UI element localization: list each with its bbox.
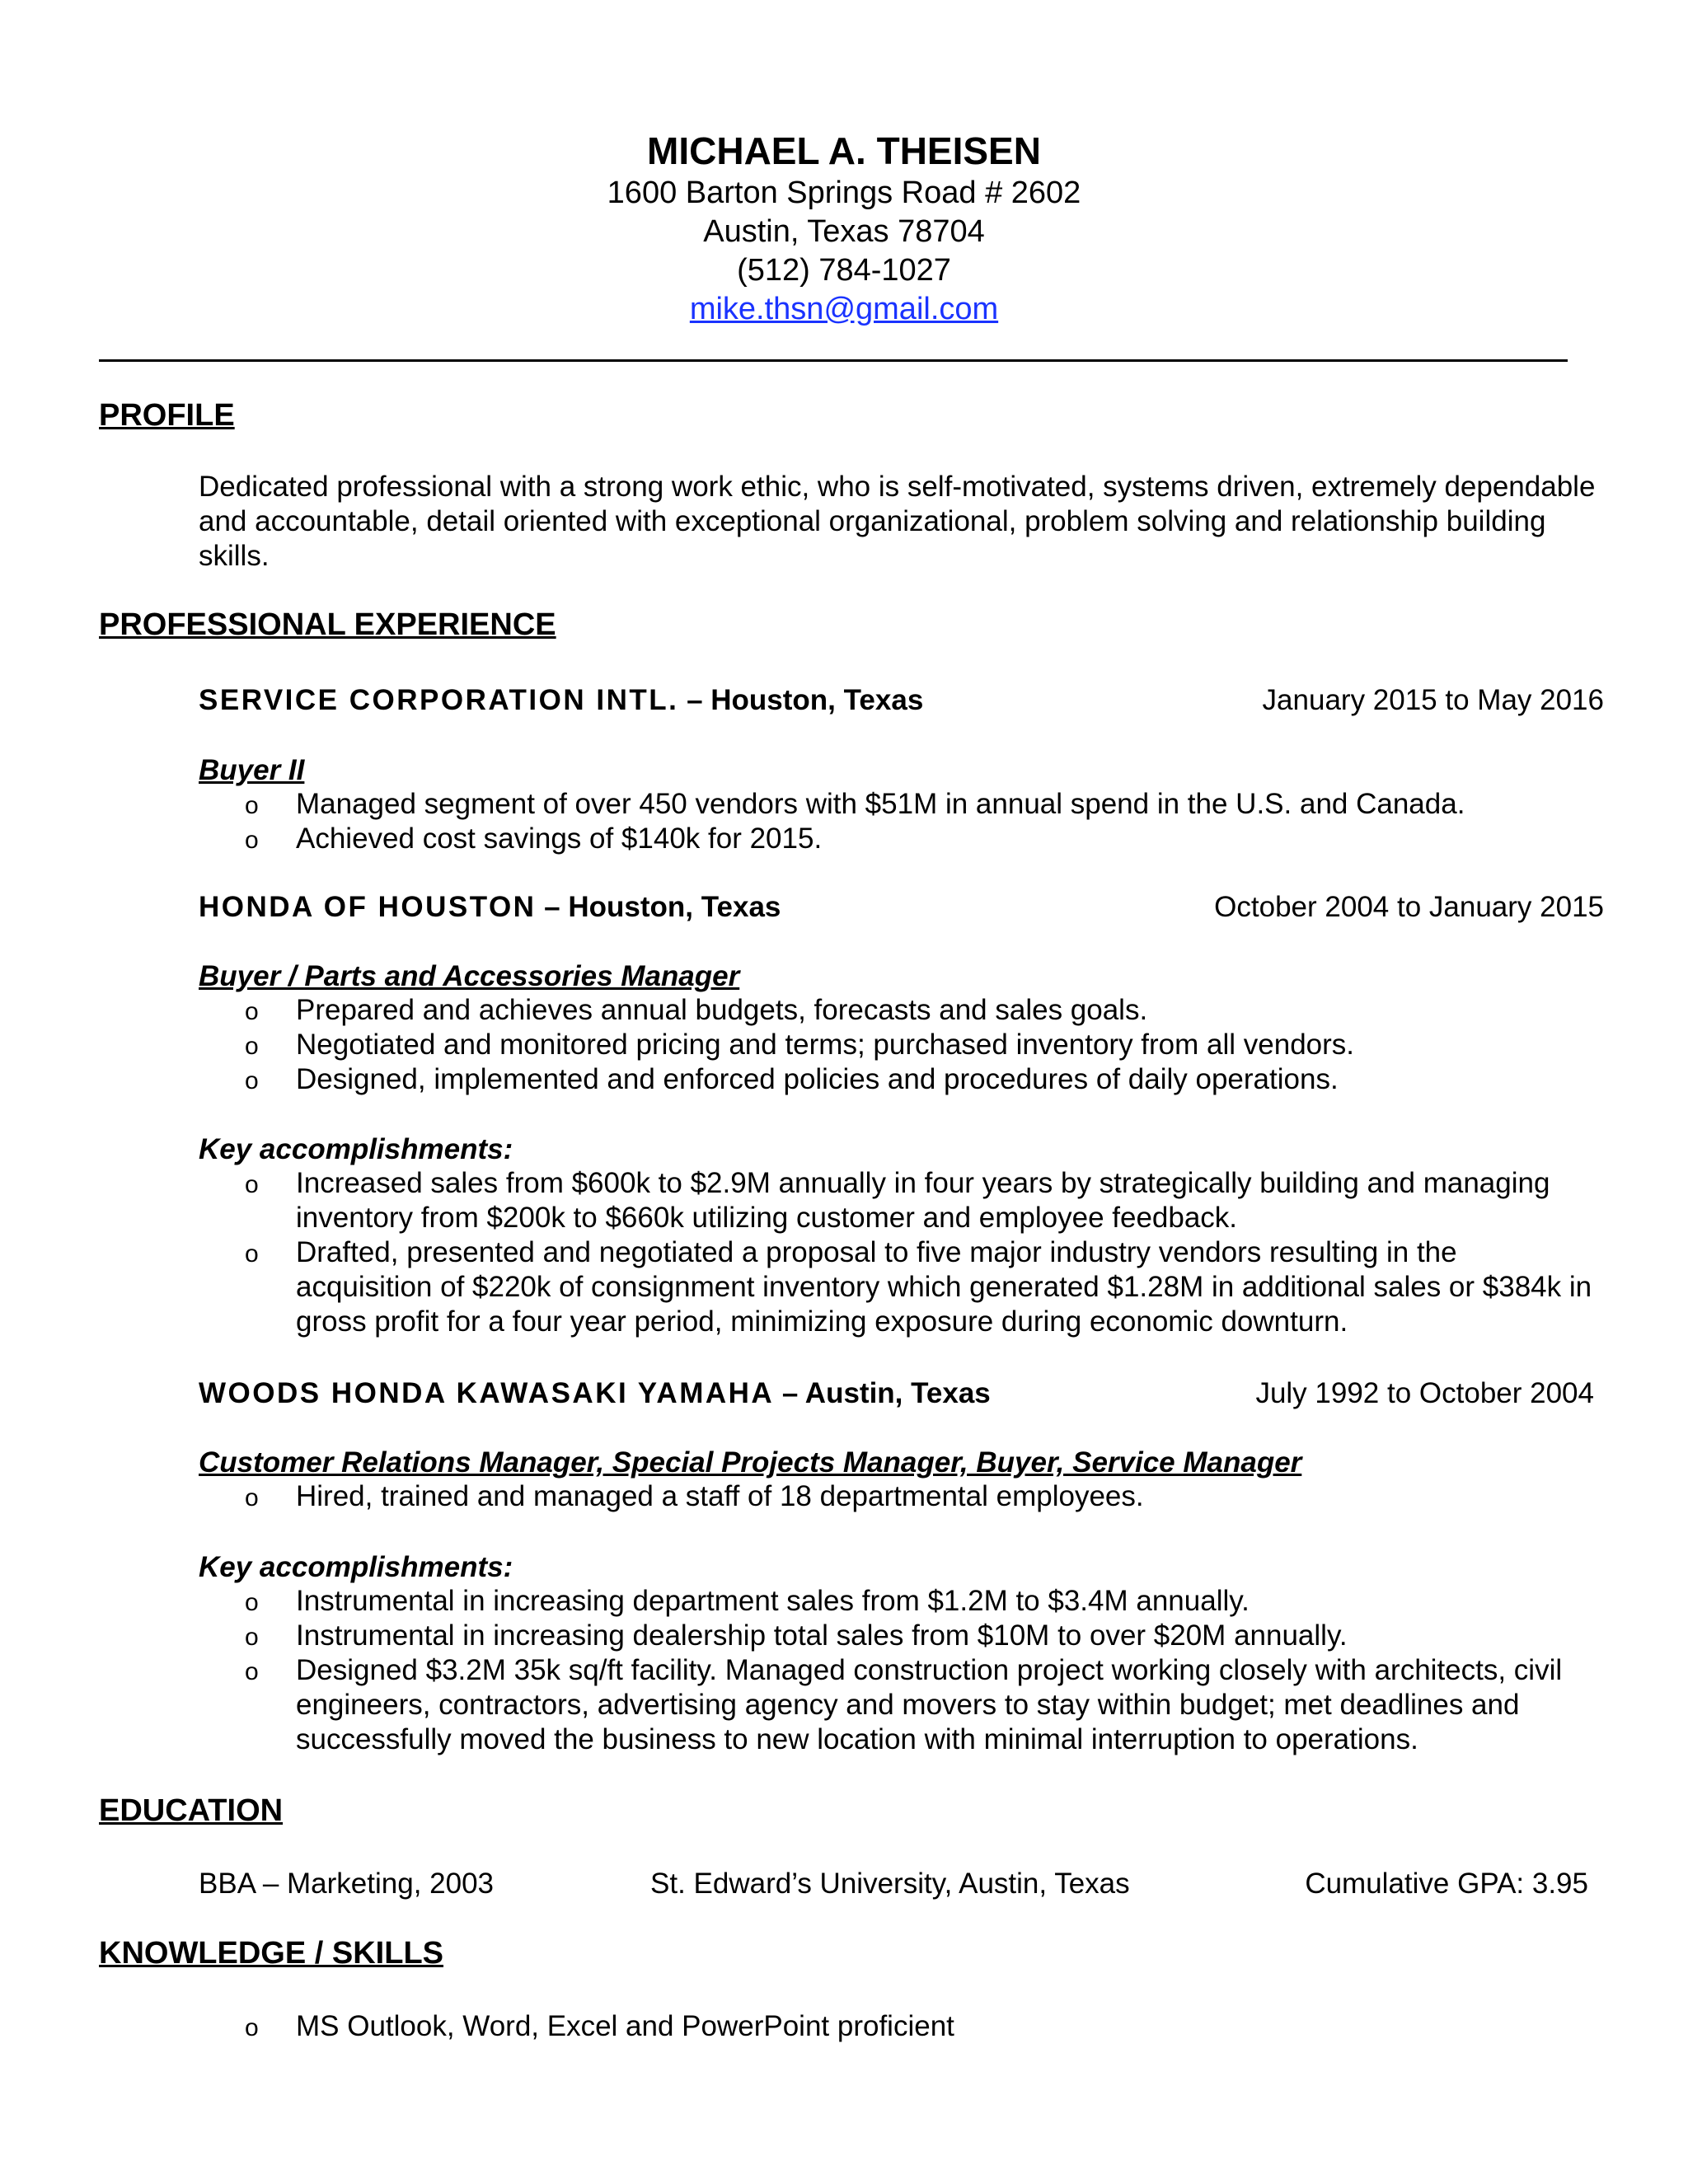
accomplishments-list (199, 1166, 1600, 1339)
bullet-icon: o (245, 792, 259, 819)
job-duties-list (199, 993, 1600, 1097)
list-item: o MS Outlook, Word, Excel and PowerPoint proficient (199, 2009, 1600, 2044)
bullet-icon: o (245, 1033, 259, 1060)
job-company: WOODS HONDA KAWASAKI YAMAHA – Austin, Texas (199, 1377, 991, 1409)
address-line-2: Austin, Texas 78704 (703, 214, 985, 249)
job-dates: January 2015 to May 2016 (1262, 684, 1604, 716)
list-item: o Achieved cost savings of $140k for 2015. (199, 822, 1600, 856)
job-role: Buyer II (199, 754, 305, 786)
job-duties-list (199, 1479, 1600, 1514)
list-item: o Designed, implemented and enforced policies and procedures of daily operations. (199, 1062, 1600, 1097)
job-header-1 (199, 682, 1604, 719)
bullet-icon: o (245, 1589, 259, 1616)
education-row (199, 1865, 1588, 1903)
job-company: HONDA OF HOUSTON – Houston, Texas (199, 891, 781, 923)
job-dates: July 1992 to October 2004 (1255, 1377, 1594, 1409)
job-header-3 (199, 1375, 1592, 1413)
list-item: o Drafted, presented and negotiated a proposal to five major industry vendors resulting in the acquisition of $220k of consignment inventory which generated $1.28M in additional sales or $384k in gross profit for a four year period, minimizing exposure during economic downturn. (245, 1236, 1592, 1338)
list-item: o Increased sales from $600k to $2.9M annually in four years by strategically building and managing inventory from $200k to $660k utilizing customer and employee feedback. (245, 1167, 1550, 1234)
accomplishments-label: Key accomplishments: (199, 1133, 513, 1165)
job-header-2 (199, 888, 1604, 926)
bullet-icon: o (245, 1484, 259, 1511)
profile-text: Dedicated professional with a strong work ethic, who is self-motivated, systems driven, extremely dependable and accountable, detail oriented with exceptional organizational, problem solving and relationship building skills. (199, 471, 1596, 572)
list-item: o Prepared and achieves annual budgets, forecasts and sales goals. (199, 993, 1600, 1028)
section-title-education: EDUCATION (99, 1793, 284, 1828)
job-role: Buyer / Parts and Accessories Manager (199, 960, 740, 992)
list-item: o Managed segment of over 450 vendors with $51M in annual spend in the U.S. and Canada. (199, 787, 1600, 822)
job-dates: October 2004 to January 2015 (1214, 891, 1604, 923)
bullet-icon: o (245, 2014, 259, 2041)
job-duties-list (199, 787, 1600, 856)
bullet-icon: o (245, 998, 259, 1025)
section-title-skills: KNOWLEDGE / SKILLS (99, 1936, 443, 1971)
bullet-icon: o (245, 1067, 259, 1094)
bullet-icon: o (245, 1658, 259, 1685)
bullet-icon: o (245, 1624, 259, 1651)
list-item: o Designed $3.2M 35k sq/ft facility. Managed construction project working closely with architects, civil engineers, contractors, advertising agency and movers to stay within budget; met deadlines and successfully moved the business to new location with minimal interruption to operations. (245, 1654, 1563, 1755)
job-role: Customer Relations Manager, Special Projects Manager, Buyer, Service Manager (199, 1446, 1302, 1479)
list-item: o Instrumental in increasing department sales from $1.2M to $3.4M annually. (199, 1584, 1600, 1619)
education-school: St. Edward’s University, Austin, Texas (650, 1868, 1130, 1900)
list-item: o Negotiated and monitored pricing and terms; purchased inventory from all vendors. (199, 1028, 1600, 1062)
bullet-icon: o (245, 827, 259, 854)
job-company: SERVICE CORPORATION INTL. – Houston, Texas (199, 684, 924, 716)
header-divider (99, 359, 1568, 362)
skills-list (199, 2009, 1600, 2044)
bullet-icon: o (245, 1171, 259, 1198)
bullet-icon: o (245, 1240, 259, 1268)
phone-number: (512) 784-1027 (737, 253, 951, 288)
resume-header (0, 128, 1688, 329)
accomplishments-list (199, 1584, 1600, 1757)
education-degree: BBA – Marketing, 2003 (199, 1868, 494, 1900)
section-title-profile: PROFILE (99, 398, 235, 433)
accomplishments-label: Key accomplishments: (199, 1551, 513, 1583)
section-title-experience: PROFESSIONAL EXPERIENCE (99, 607, 556, 642)
list-item: o Hired, trained and managed a staff of 18 departmental employees. (199, 1479, 1600, 1514)
email-link[interactable]: mike.thsn@gmail.com (689, 292, 999, 326)
education-gpa: Cumulative GPA: 3.95 (1305, 1868, 1588, 1900)
address-line-1: 1600 Barton Springs Road # 2602 (607, 176, 1081, 210)
candidate-name: MICHAEL A. THEISEN (647, 129, 1041, 172)
list-item: o Instrumental in increasing dealership total sales from $10M to over $20M annually. (199, 1619, 1600, 1653)
